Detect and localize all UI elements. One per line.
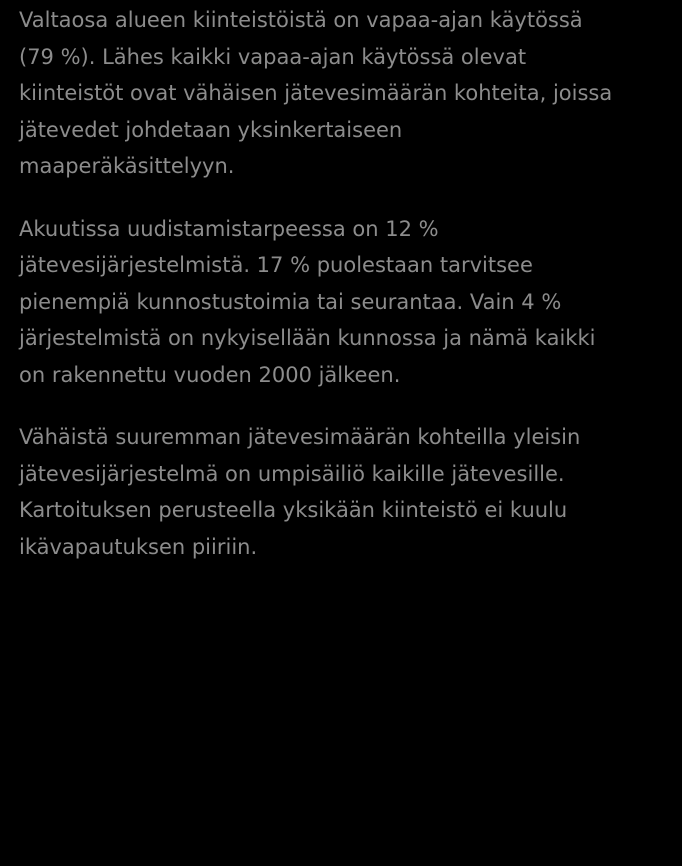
- text-line: järjestelmistä on nykyisellään kunnossa ja nämä kaikki: [19, 326, 596, 350]
- paragraph-leisure-properties: [19, 2, 659, 185]
- text-line: jätevesijärjestelmistä. 17 % puolestaan tarvitsee: [19, 253, 533, 277]
- paragraph-renewal-needs: [19, 211, 659, 394]
- text-line: ikävapautuksen piiriin.: [19, 534, 258, 559]
- paragraph-larger-volume-sites: [19, 419, 659, 565]
- text-line: (79 %). Lähes kaikki vapaa-ajan käytössä olevat: [19, 44, 527, 69]
- text-line: Akuutissa uudistamistarpeessa on 12 %: [19, 216, 439, 241]
- text-line: Kartoituksen perusteella yksikään kiinteistö ei kuulu: [19, 498, 568, 522]
- text-line: pienempiä kunnostustoimia tai seurantaa. Vain 4 %: [19, 289, 562, 314]
- body-text: [19, 2, 659, 591]
- text-line: jätevesijärjestelmä on umpisäiliö kaikille jätevesille.: [19, 461, 565, 486]
- text-line: Valtaosa alueen kiinteistöistä on vapaa-ajan käytössä: [19, 8, 583, 32]
- text-line: jätevedet johdetaan yksinkertaiseen: [19, 117, 403, 142]
- text-line: Vähäistä suuremman jätevesimäärän kohteilla yleisin: [19, 425, 581, 449]
- text-line: maaperäkäsittelyyn.: [19, 154, 235, 178]
- text-line: kiinteistöt ovat vähäisen jätevesimäärän kohteita, joissa: [19, 81, 613, 105]
- text-line: on rakennettu vuoden 2000 jälkeen.: [19, 362, 401, 387]
